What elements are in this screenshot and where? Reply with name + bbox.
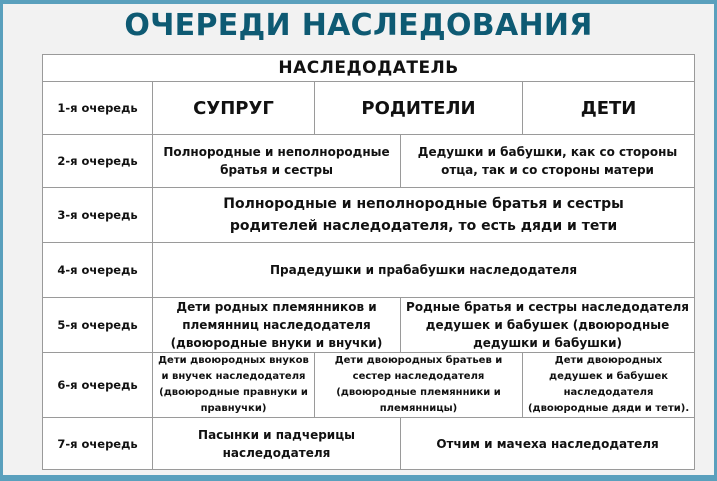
queue-label: 6-я очередь <box>43 353 153 418</box>
heir-cell: ДЕТИ <box>523 82 695 135</box>
heir-cell: Дети двоюродных дедушек и бабушек наследодателя (двоюродные дяди и тети). <box>523 353 695 418</box>
queue-label: 2-я очередь <box>43 135 153 188</box>
heir-cell: Родные братья и сестры наследодателя дедушек и бабушек (двоюродные дедушки и бабушки) <box>401 298 695 353</box>
table-row <box>43 353 695 418</box>
heir-cell: Дедушки и бабушки, как со стороны отца, так и со стороны матери <box>401 135 695 188</box>
frame-left <box>0 0 3 481</box>
frame-top <box>0 0 717 4</box>
table-row <box>43 82 695 135</box>
heir-cell: Дети двоюродных братьев и сестер наследодателя (двоюродные племянники и племянницы) <box>315 353 523 418</box>
heir-cell: Отчим и мачеха наследодателя <box>401 418 695 470</box>
queue-label: 5-я очередь <box>43 298 153 353</box>
queue-label: 4-я очередь <box>43 243 153 298</box>
table-row <box>43 298 695 353</box>
heir-cell: Дети двоюродных внуков и внучек наследодателя (двоюродные правнуки и правнучки) <box>153 353 315 418</box>
page-title: ОЧЕРЕДИ НАСЛЕДОВАНИЯ <box>124 8 593 43</box>
queue-label: 7-я очередь <box>43 418 153 470</box>
heir-cell: Пасынки и падчерицы наследодателя <box>153 418 401 470</box>
table-row <box>43 135 695 188</box>
frame-bottom <box>0 475 717 481</box>
queue-label: 3-я очередь <box>43 188 153 243</box>
inheritance-table <box>42 54 695 470</box>
heir-cell: Полнородные и неполнородные братья и сестры <box>153 135 401 188</box>
table-row <box>43 418 695 470</box>
table-row <box>43 188 695 243</box>
table-header-row <box>43 55 695 82</box>
heir-cell: Прадедушки и прабабушки наследодателя <box>153 243 695 298</box>
heir-cell: Дети родных племянников и племянниц наследодателя (двоюродные внуки и внучки) <box>153 298 401 353</box>
table-row <box>43 243 695 298</box>
table-header-testator: НАСЛЕДОДАТЕЛЬ <box>43 55 695 82</box>
queue-label: 1-я очередь <box>43 82 153 135</box>
heir-cell: Полнородные и неполнородные братья и сестры родителей наследодателя, то есть дяди и тети <box>153 188 695 243</box>
heir-cell: СУПРУГ <box>153 82 315 135</box>
heir-cell: РОДИТЕЛИ <box>315 82 523 135</box>
